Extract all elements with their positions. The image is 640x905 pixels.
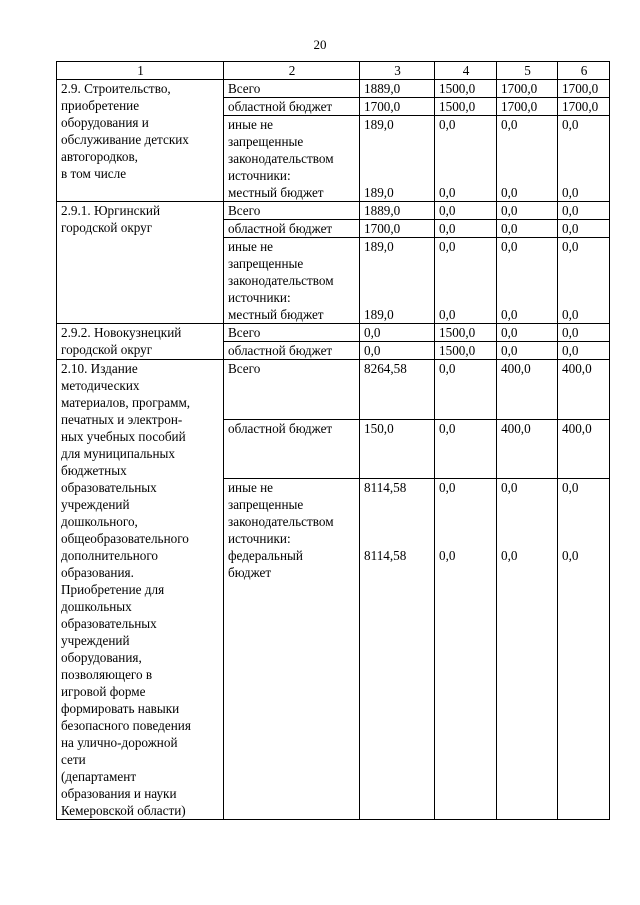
amount-cell: 0,0 <box>558 324 610 342</box>
header-cell: 1 <box>57 62 224 80</box>
amount-cell: 400,0 <box>497 419 558 479</box>
amount-cell: 0,0 0,0 <box>558 238 610 324</box>
funding-source-cell: Всего <box>224 324 360 342</box>
amount-cell: 1500,0 <box>435 324 497 342</box>
amount-cell: 400,0 <box>497 360 558 420</box>
amount-cell: 1700,0 <box>497 98 558 116</box>
amount-cell: 0,0 <box>360 324 435 342</box>
funding-source-cell: областной бюджет <box>224 220 360 238</box>
amount-cell: 0,0 <box>497 202 558 220</box>
amount-cell: 0,0 <box>497 342 558 360</box>
table-row <box>57 202 610 220</box>
item-name-cell: 2.9.1. Юргинский городской округ <box>57 202 224 324</box>
item-name-cell: 2.9. Строительство, приобретение оборудования и обслуживание детских автогородков, в том числе <box>57 80 224 202</box>
funding-source-cell: иные не запрещенные законодательством источники: федеральный бюджет <box>224 479 360 820</box>
amount-cell: 1500,0 <box>435 80 497 98</box>
funding-source-cell: областной бюджет <box>224 342 360 360</box>
header-cell: 2 <box>224 62 360 80</box>
amount-cell: 189,0 189,0 <box>360 238 435 324</box>
amount-cell: 0,0 <box>435 202 497 220</box>
amount-cell: 0,0 <box>435 360 497 420</box>
amount-cell: 189,0 189,0 <box>360 116 435 202</box>
funding-source-cell: Всего <box>224 360 360 420</box>
funding-source-cell: иные не запрещенные законодательством источники: местный бюджет <box>224 116 360 202</box>
header-cell: 5 <box>497 62 558 80</box>
amount-cell: 0,0 <box>435 419 497 479</box>
budget-table <box>56 61 610 820</box>
amount-cell: 0,0 <box>497 324 558 342</box>
amount-cell: 0,0 <box>497 220 558 238</box>
amount-cell: 0,0 <box>360 342 435 360</box>
page-number: 20 <box>313 37 327 52</box>
header-row <box>57 62 610 80</box>
amount-cell: 1500,0 <box>435 342 497 360</box>
header-cell: 3 <box>360 62 435 80</box>
amount-cell: 150,0 <box>360 419 435 479</box>
amount-cell: 0,0 <box>558 220 610 238</box>
amount-cell: 0,0 <box>435 220 497 238</box>
table-row <box>57 360 610 420</box>
amount-cell: 8264,58 <box>360 360 435 420</box>
funding-source-cell: областной бюджет <box>224 419 360 479</box>
amount-cell: 1700,0 <box>558 98 610 116</box>
table-row <box>57 80 610 98</box>
item-name-cell: 2.9.2. Новокузнецкий городской округ <box>57 324 224 360</box>
amount-cell: 0,0 0,0 <box>435 479 497 820</box>
funding-source-cell: иные не запрещенные законодательством источники: местный бюджет <box>224 238 360 324</box>
amount-cell: 1889,0 <box>360 80 435 98</box>
amount-cell: 400,0 <box>558 419 610 479</box>
amount-cell: 1889,0 <box>360 202 435 220</box>
amount-cell: 1500,0 <box>435 98 497 116</box>
amount-cell: 0,0 0,0 <box>558 116 610 202</box>
table-row <box>57 324 610 342</box>
amount-cell: 0,0 <box>558 202 610 220</box>
amount-cell: 0,0 0,0 <box>558 479 610 820</box>
amount-cell: 0,0 0,0 <box>497 116 558 202</box>
funding-source-cell: областной бюджет <box>224 98 360 116</box>
amount-cell: 1700,0 <box>360 220 435 238</box>
amount-cell: 0,0 0,0 <box>497 238 558 324</box>
amount-cell: 0,0 0,0 <box>497 479 558 820</box>
item-name-cell: 2.10. Издание методических материалов, программ, печатных и электрон- ных учебных пособий для муниципальных бюджетных образовательных учреждений дошкольного, общеобразовательного дополнительного образования. Приобретение для дошкольных образовательных учреждений оборудования, позволяющего в игровой форме формировать навыки безопасного поведения на улично-дорожной сети (департамент образования и науки Кемеровской области) <box>57 360 224 820</box>
amount-cell: 1700,0 <box>558 80 610 98</box>
amount-cell: 0,0 0,0 <box>435 238 497 324</box>
funding-source-cell: Всего <box>224 80 360 98</box>
amount-cell: 1700,0 <box>360 98 435 116</box>
amount-cell: 0,0 0,0 <box>435 116 497 202</box>
amount-cell: 8114,58 8114,58 <box>360 479 435 820</box>
funding-source-cell: Всего <box>224 202 360 220</box>
amount-cell: 400,0 <box>558 360 610 420</box>
amount-cell: 1700,0 <box>497 80 558 98</box>
header-cell: 6 <box>558 62 610 80</box>
table-body <box>57 80 610 820</box>
header-cell: 4 <box>435 62 497 80</box>
amount-cell: 0,0 <box>558 342 610 360</box>
